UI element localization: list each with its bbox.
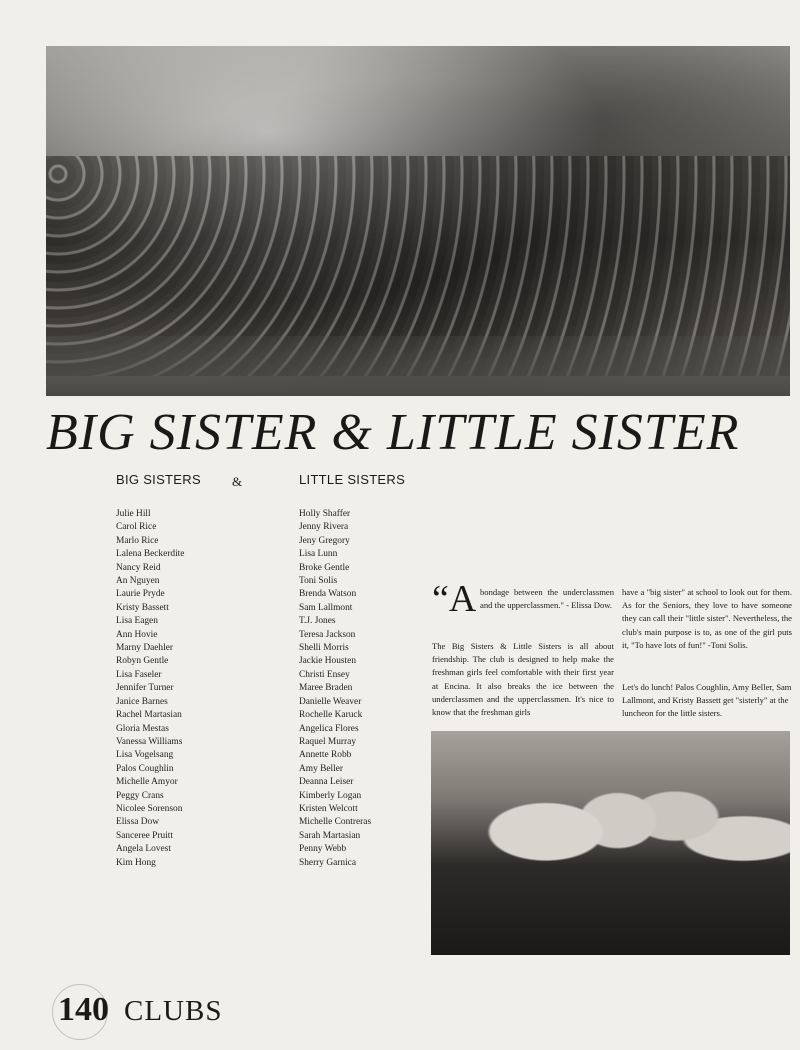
big_sisters-name: Marny Daehler — [116, 643, 174, 654]
little_sisters-name: Sarah Martasian — [299, 830, 361, 841]
big-sisters-heading: BIG SISTERS — [116, 472, 201, 487]
little_sisters-name: Kimberly Logan — [299, 790, 362, 801]
little_sisters-name: Teresa Jackson — [299, 629, 356, 640]
big_sisters-name: Lalena Beckerdite — [116, 549, 185, 560]
big_sisters-name: Lisa Eagen — [116, 616, 158, 627]
big_sisters-name: Elissa Dow — [116, 817, 159, 828]
page-title: BIG SISTER & LITTLE SISTER — [46, 404, 740, 461]
big_sisters-name: Vanessa Williams — [116, 736, 183, 747]
little_sisters-name: Penny Webb — [299, 844, 347, 855]
quote-dropcap: “A — [432, 578, 477, 620]
little-sisters-heading: LITTLE SISTERS — [299, 472, 406, 487]
little_sisters-name: Maree Braden — [299, 683, 353, 694]
big_sisters-name: Carol Rice — [116, 522, 157, 533]
little_sisters-name: Jenny Rivera — [299, 522, 349, 533]
article-body-left: The Big Sisters & Little Sisters is all about friendship. The club is designed to help make the freshman girls feel comfortable with their first year at Encina. It also breaks the ice between the underclassmen and the upperclassmen. It's nice to know that the freshman girls — [432, 641, 614, 718]
little_sisters-name: Broke Gentle — [299, 562, 350, 573]
little_sisters-name: T.J. Jones — [299, 616, 336, 627]
big_sisters-name: Nancy Reid — [116, 562, 161, 573]
big_sisters-name: Marlo Rice — [116, 535, 159, 546]
big_sisters-name: Peggy Crans — [116, 790, 164, 801]
little_sisters-name: Brenda Watson — [299, 589, 357, 600]
little_sisters-name: Shelli Morris — [299, 643, 349, 654]
big_sisters-name: Janice Barnes — [116, 696, 168, 707]
little_sisters-name: Holly Shaffer — [299, 509, 351, 519]
big_sisters-name: Lisa Faseler — [116, 669, 162, 680]
little_sisters-name: Raquel Murray — [299, 736, 357, 747]
little_sisters-name: Jeny Gregory — [299, 535, 350, 546]
section-name: CLUBS — [124, 995, 223, 1027]
little_sisters-name: Christi Ensey — [299, 669, 350, 680]
article-body-right: have a "big sister" at school to look out for them. As for the Seniors, they love to have someone they can call their "little sister". Nevertheless, the club's main purpose is to, as one of the girl puts it, "To have lots of fun!" -Toni Solis. — [622, 587, 792, 650]
big_sisters-name: An Nguyen — [116, 576, 160, 587]
little_sisters-name: Jackie Housten — [299, 656, 357, 667]
big_sisters-name: Lisa Vogelsang — [116, 750, 174, 761]
big_sisters-name: Kim Hong — [116, 857, 156, 868]
big_sisters-name: Ann Hovie — [116, 629, 158, 640]
little_sisters-name: Amy Beller — [299, 763, 344, 774]
photo-caption: Let's do lunch! Palos Coughlin, Amy Beller, Sam Lallmont, and Kristy Bassett get "sisterly" at the luncheon for the little sisters. — [622, 682, 792, 719]
big-sisters-list — [116, 508, 184, 870]
ampersand: & — [232, 474, 243, 489]
group-photo — [46, 46, 790, 396]
big_sisters-name: Rachel Martasian — [116, 710, 182, 721]
big_sisters-name: Julie Hill — [116, 509, 151, 519]
big_sisters-name: Kristy Bassett — [116, 602, 169, 613]
big_sisters-name: Palos Coughlin — [116, 763, 174, 774]
big_sisters-name: Angela Lovest — [116, 844, 171, 855]
little_sisters-name: Sam Lallmont — [299, 602, 353, 613]
little_sisters-name: Michelle Contreras — [299, 817, 372, 828]
big_sisters-name: Michelle Amyor — [116, 777, 178, 788]
big_sisters-name: Gloria Mestas — [116, 723, 169, 734]
big_sisters-name: Laurie Pryde — [116, 589, 165, 600]
pull-quote: bondage between the underclassmen and the upperclassmen." - Elissa Dow. — [480, 587, 614, 610]
page-number: 140 — [58, 991, 109, 1028]
luncheon-photo — [431, 731, 790, 955]
little_sisters-name: Toni Solis — [299, 576, 338, 587]
big_sisters-name: Robyn Gentle — [116, 656, 169, 667]
little_sisters-name: Annette Robb — [299, 750, 352, 761]
little_sisters-name: Kristen Welcott — [299, 803, 358, 814]
little_sisters-name: Rochelle Karuck — [299, 710, 363, 721]
little_sisters-name: Sherry Garnica — [299, 857, 357, 868]
little_sisters-name: Lisa Lunn — [299, 549, 338, 560]
group-photo-ground — [46, 336, 790, 396]
little-sisters-list — [299, 508, 371, 870]
big_sisters-name: Nicolee Sorenson — [116, 803, 183, 814]
little_sisters-name: Angelica Flores — [299, 723, 359, 734]
little_sisters-name: Deanna Leiser — [299, 777, 354, 788]
big_sisters-name: Sanceree Pruitt — [116, 830, 174, 841]
big_sisters-name: Jennifer Turner — [116, 683, 174, 694]
little_sisters-name: Danielle Weaver — [299, 696, 362, 707]
